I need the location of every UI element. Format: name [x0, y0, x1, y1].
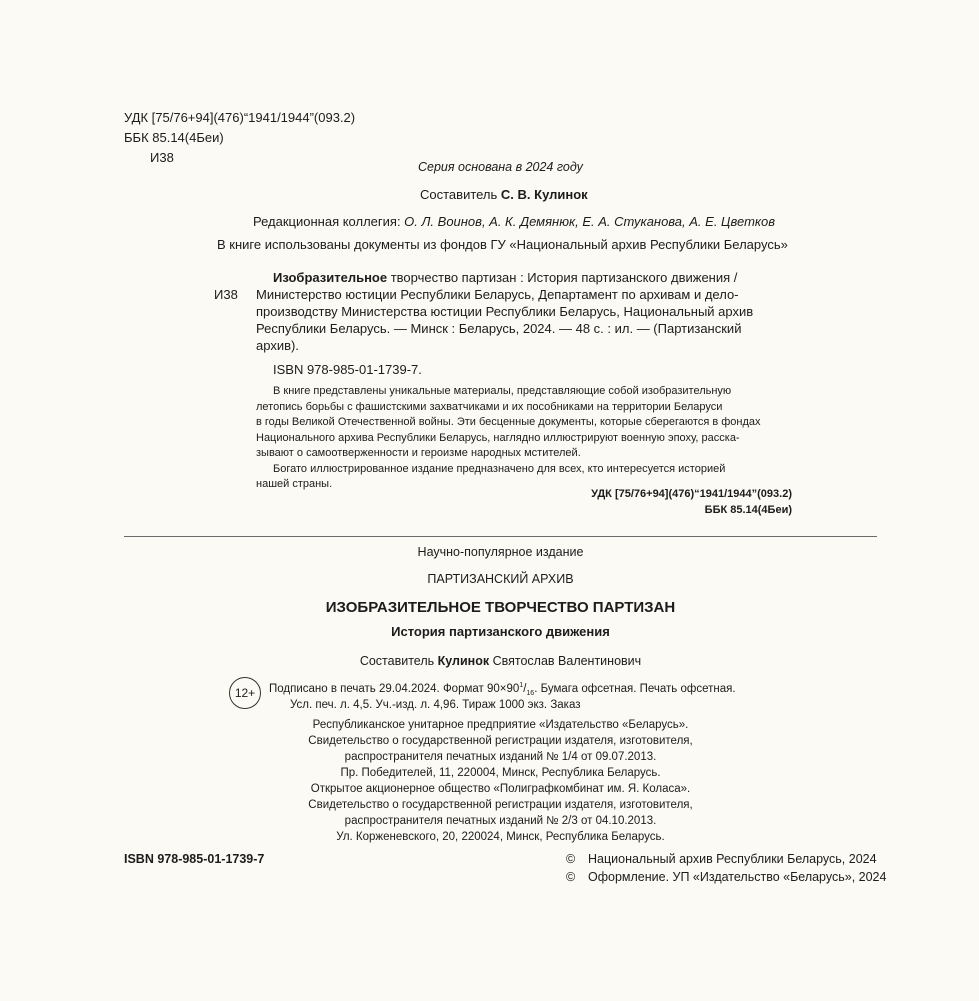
copyright-sign-icon: ©: [566, 852, 576, 866]
printer-block: [0, 781, 979, 845]
annotation-line: летопись борьбы с фашистскими захватчиками и их пособниками на территории Беларуси: [256, 400, 723, 413]
catalog-line-3: производству Министерства юстиции Республики Беларусь, Национальный архив: [256, 304, 754, 319]
copyright-sign-icon: ©: [566, 870, 576, 884]
editorial-names: О. Л. Воинов, А. К. Демянюк, Е. А. Стуканова, А. Е. Цветков: [404, 214, 776, 229]
compiler-name: С. В. Кулинок: [500, 187, 588, 202]
format-fraction-num: 1: [519, 682, 524, 689]
annotation: [256, 384, 792, 493]
udk-code: УДК [75/76+94](476)“1941/1944”(093.2): [124, 110, 356, 125]
catalog-title-bold: Изобразительное: [273, 270, 388, 285]
imprint-compiler: [0, 654, 979, 668]
format-fraction-den: 16: [526, 690, 535, 698]
publisher-line: распространителя печатных изданий № 1/4 от 09.07.2013.: [344, 751, 657, 763]
annotation-line: зывают о самоотверженности и героизме народных мстителей.: [256, 447, 581, 459]
series-note: Серия основана в 2024 году: [418, 160, 583, 174]
annotation-line: Богато иллюстрированное издание предназначено для всех, кто интересуется историей: [273, 462, 726, 475]
editorial-board: [253, 214, 775, 229]
print-details-text-2: . Бумага офсетная. Печать офсетная.: [534, 682, 736, 695]
imprint-compiler-prefix: Составитель: [359, 654, 438, 668]
printer-line: Свидетельство о государственной регистрации издателя, изготовителя,: [308, 799, 693, 811]
annotation-line: В книге представлены уникальные материалы, представляющие собой изобразительную: [273, 385, 732, 397]
printer-line: распространителя печатных изданий № 2/3 от 04.10.2013.: [344, 815, 657, 827]
catalog-line-5: архив).: [256, 338, 299, 353]
print-details-line-1: Подписано в печать 29.04.2024. Формат $90\times 90^1/_{16}$. Бумага офсетная. Печать офсетная.: [269, 682, 736, 698]
edition-type: Научно-популярное издание: [417, 545, 584, 559]
annotation-line: в годы Великой Отечественной войны. Эти бесценные документы, которые сберегаются в фондах: [256, 416, 761, 428]
series-name: ПАРТИЗАНСКИЙ АРХИВ: [427, 572, 574, 586]
annotation-udk: УДК [75/76+94](476)“1941/1944”(093.2): [591, 488, 792, 500]
compiler-prefix: Составитель: [420, 187, 501, 202]
copyright-archive: Национальный архив Республики Беларусь, 2024: [588, 852, 877, 866]
imprint-compiler-surname: Кулинок: [437, 654, 490, 668]
print-details-text: Подписано в печать 29.04.2024. Формат 90×90: [269, 682, 520, 695]
annotation-line: нашей страны.: [256, 478, 333, 490]
annotation-line: Национального архива Республики Беларусь, наглядно иллюстрируют военную эпоху, расска-: [256, 431, 740, 444]
publisher-line: Пр. Победителей, 11, 220004, Минск, Республика Беларусь.: [340, 767, 661, 779]
catalog-line-4: Республики Беларусь. — Минск : Беларусь, 2024. — 48 с. : ил. — (Партизанский: [256, 321, 742, 336]
copyright-design: Оформление. УП «Издательство «Беларусь», 2024: [588, 870, 887, 884]
catalog-isbn: ISBN 978-985-01-1739-7.: [273, 362, 422, 377]
print-details-line-2: Усл. печ. л. 4,5. Уч.-изд. л. 4,96. Тираж 1000 экз. Заказ: [290, 699, 581, 711]
catalog-line-1: [256, 269, 792, 286]
sources-note: В книге использованы документы из фондов ГУ «Национальный архив Республики Беларусь»: [217, 237, 788, 252]
publisher-block: [0, 717, 979, 781]
author-mark: И38: [150, 150, 174, 165]
age-rating-badge: 12+: [229, 677, 261, 709]
catalog-line-2: Министерство юстиции Республики Беларусь, Департамент по архивам и дело-: [256, 287, 739, 302]
publisher-line: Свидетельство о государственной регистрации издателя, изготовителя,: [308, 735, 693, 747]
publisher-line: Республиканское унитарное предприятие «Издательство «Беларусь».: [312, 719, 689, 731]
printer-line: Ул. Корженевского, 20, 220024, Минск, Республика Беларусь.: [336, 831, 665, 843]
printer-line: Открытое акционерное общество «Полиграфкомбинат им. Я. Коласа».: [310, 783, 691, 795]
imprint-compiler-rest: Святослав Валентинович: [489, 654, 642, 668]
book-title: ИЗОБРАЗИТЕЛЬНОЕ ТВОРЧЕСТВО ПАРТИЗАН: [325, 599, 676, 616]
footer-isbn: ISBN 978-985-01-1739-7: [124, 852, 265, 866]
annotation-bbk: ББК 85.14(4Беи): [704, 504, 792, 516]
book-subtitle: История партизанского движения: [391, 624, 610, 639]
bbk-code: ББК 85.14(4Беи): [124, 130, 224, 145]
divider-rule: [124, 536, 877, 537]
catalog-mark: И38: [214, 287, 238, 302]
catalog-entry: [256, 269, 792, 354]
editorial-prefix: Редакционная коллегия:: [253, 214, 405, 229]
catalog-line-1-text: творчество партизан : История партизанского движения /: [387, 270, 738, 285]
compiler-line: [420, 187, 588, 202]
